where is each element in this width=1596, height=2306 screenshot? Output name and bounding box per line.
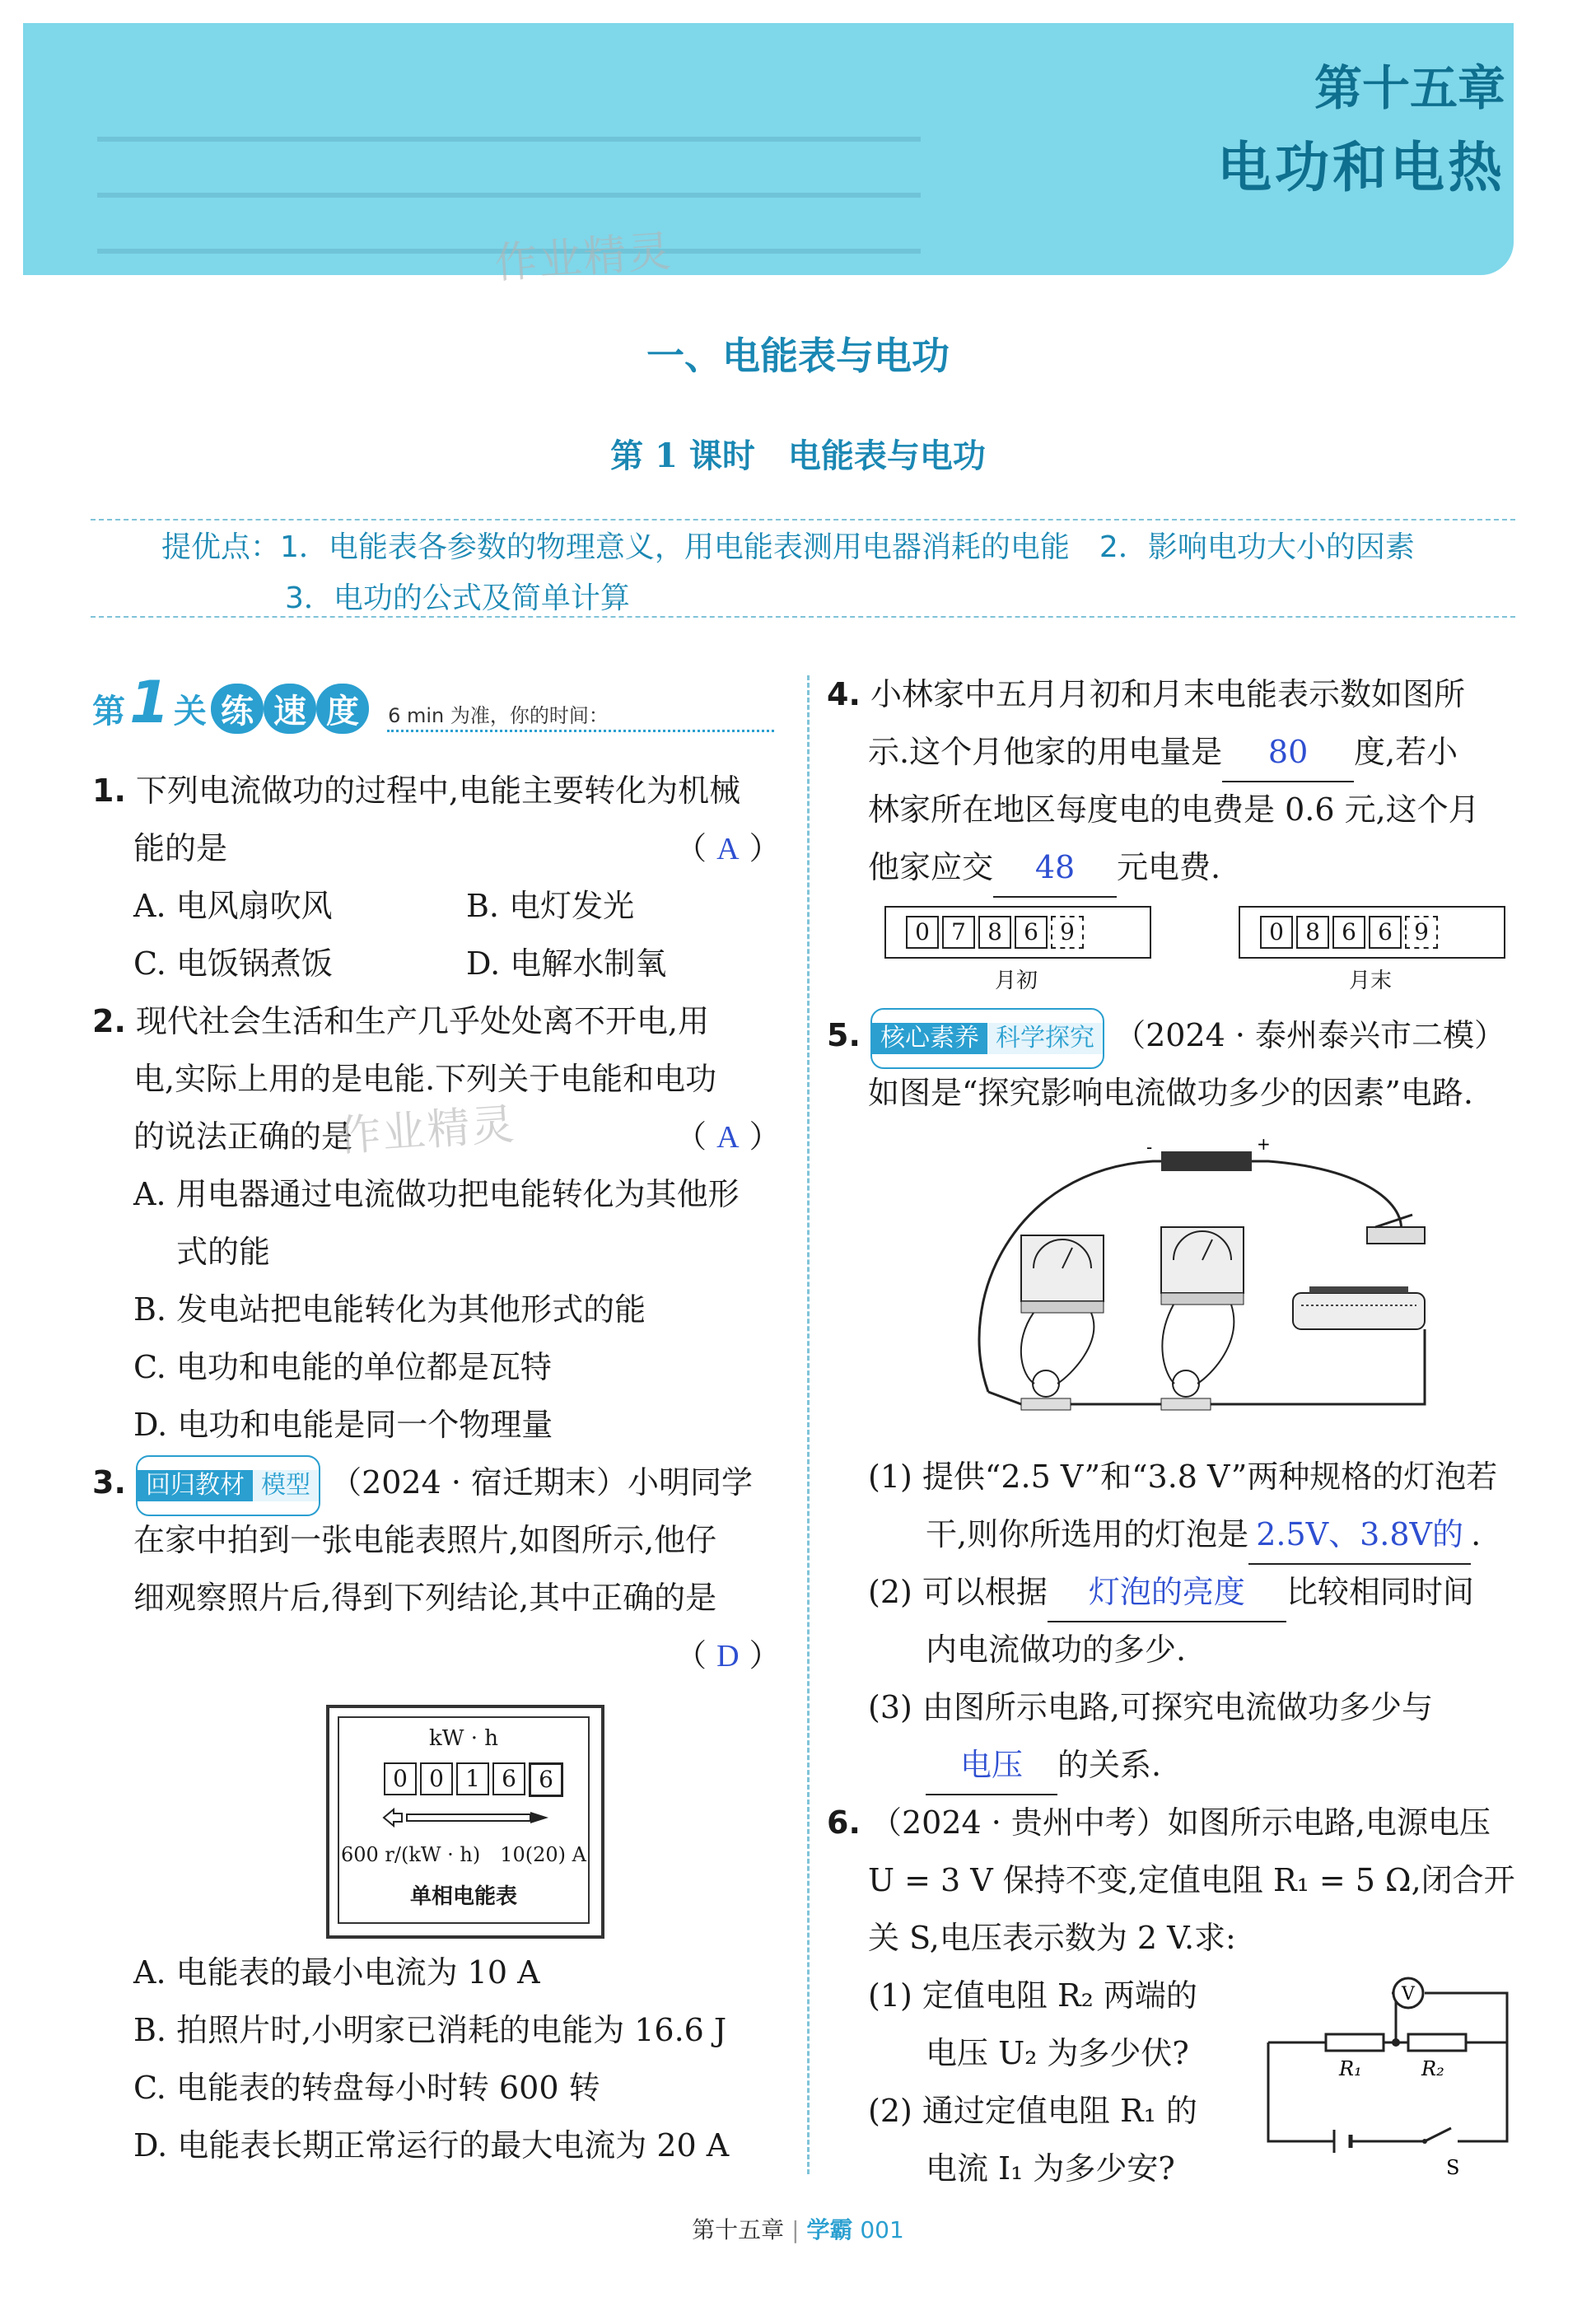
q4-stem-4 [868,838,1220,898]
footer-brand: 学霸 [806,2216,853,2243]
q1-option-b: B. 电灯发光 [466,888,635,924]
q1-answer-value: A [716,832,740,866]
switch-label: S [1446,2156,1460,2179]
q2-option-c: C. 电功和电能的单位都是瓦特 [133,1349,552,1385]
level-prefix: 第 [92,693,125,731]
q5-text: 比较相同时间 [1286,1574,1474,1610]
q5-stem-1 [827,1006,1505,1069]
q6-circuit-figure [1260,1968,1524,2182]
q4-stem-1 [827,665,1465,723]
q1-option-a: A. 电风扇吹风 [133,888,333,924]
meter-digit: 6 [492,1762,525,1795]
meter-digit-decimal: 6 [529,1762,563,1797]
q4-text: 他家应交 [868,849,994,885]
q1-stem-1 [92,762,740,819]
q1-number: 1. [92,773,126,809]
q2-option-a-2: 式的能 [176,1234,271,1270]
level-suffix: 关 [173,693,207,731]
q3-stem-3: 细观察照片后,得到下列结论,其中正确的是 [133,1580,717,1616]
level-number: 1 [129,669,170,736]
q2-stem-1 [92,992,709,1050]
q5-tag-primary: 核心素养 [872,1023,987,1054]
r2-label: R₂ [1421,2057,1444,2080]
svg-text:-: - [1146,1137,1153,1157]
switch-pivot [1422,2139,1427,2144]
meter-digit-decimal: 9 [1051,916,1084,949]
q5-part2-a [868,1563,1474,1622]
q3-option-b: B. 拍照片时,小明家已消耗的电能为 16.6 J [133,2012,727,2048]
chapter-title: 电功和电热 [1217,136,1505,199]
meter-spec: 600 r/(kW · h) 10(20) A [340,1843,587,1866]
circuit-wire [1268,2042,1507,2141]
q3-option-c: C. 电能表的转盘每小时转 600 转 [133,2070,600,2106]
focus-line-2: 3．电功的公式及简单计算 [285,581,630,615]
q1-option-c: C. 电饭锅煮饭 [133,945,333,982]
meter-digits [1260,916,1438,949]
q6-part2-b: 电流 I₁ 为多少安? [926,2150,1175,2187]
meter-digit: 6 [1369,916,1402,949]
lesson-title: 第 1 课时 电能表与电功 [610,436,986,475]
meter-digit: 7 [942,916,975,949]
meter-digit: 0 [384,1762,417,1795]
q1-text: 下列电流做功的过程中,电能主要转化为机械 [135,773,741,809]
q2-option-d: D. 电功和电能是同一个物理量 [133,1407,553,1443]
q6-part1-a: (1) 定值电阻 R₂ 两端的 [868,1977,1197,2014]
q5-tag [870,1008,1104,1069]
meter-digit-decimal: 9 [1405,916,1438,949]
meter-digits [384,1762,563,1797]
meter-digits [906,916,1084,949]
focus-line-1 [161,524,1415,566]
q6-stem-1 [827,1794,1491,1851]
q5-part2-c: 内电流做功的多少. [926,1631,1187,1668]
q2-text: 现代社会生活和生产几乎处处离不开电,用 [135,1003,710,1039]
q5-circuit-figure [964,1137,1458,1441]
q3-stem-1 [92,1454,753,1516]
q5-number: 5. [827,1017,861,1053]
q1-option-d: D. 电解水制氧 [466,945,667,982]
q2-stem-3: 的说法正确的是 [133,1118,353,1155]
meter-digit: 6 [1015,916,1048,949]
q6-stem-3: 关 S,电压表示数为 2 V.求: [868,1920,1236,1956]
q4-text: 元电费. [1117,849,1221,885]
q4-blank-fee: 48 [993,838,1117,898]
q3-tag-primary: 回归教材 [138,1470,253,1501]
battery-icon [1146,1137,1271,1171]
meter-unit: kW · h [428,1726,499,1751]
rheostat-icon [1293,1286,1425,1329]
q6-text: （2024 · 贵州中考）如图所示电路,电源电压 [870,1804,1491,1841]
q2-answer-value: A [716,1120,740,1155]
q4-text: 小林家中五月月初和月末电能表示数如图所 [870,676,1465,712]
q2-answer: （ A ） [675,1118,781,1155]
q4-start-label: 月初 [994,969,1038,993]
q5-text: 干,则你所选用的灯泡是 [926,1516,1249,1552]
watermark: 作业精灵 [336,1099,518,1162]
q4-text: 示.这个月他家的用电量是 [868,734,1223,770]
q4-blank-usage: 80 [1222,723,1354,782]
q5-part3-a: (3) 由图所示电路,可探究电流做功多少与 [868,1689,1433,1725]
q5-text: 的关系. [1057,1747,1162,1783]
r1-label: R₁ [1339,2057,1362,2080]
section-title: 一、电能表与电功 [646,334,950,378]
level-badge-char: 练 [211,684,264,734]
q2-option-b: B. 发电站把电能转化为其他形式的能 [133,1291,646,1328]
voltmeter-label: V [1402,1984,1415,2005]
meter-digit: 1 [456,1762,489,1795]
lamp-1-icon [1021,1370,1071,1410]
q4-stem-2 [868,723,1458,782]
q6-number: 6. [827,1804,861,1841]
resistor-r2-icon [1408,2034,1466,2051]
meter-face [338,1716,590,1924]
q5-source: （2024 · 泰州泰兴市二模） [1114,1017,1506,1053]
svg-text:+: + [1257,1137,1271,1154]
q5-blank-brightness: 灯泡的亮度 [1048,1563,1286,1622]
q3-option-d: D. 电能表长期正常运行的最大电流为 20 A [133,2127,730,2164]
q2-option-a-1: A. 用电器通过电流做功把电能转化为其他形 [133,1176,740,1212]
level-timer: 6 min 为准，你的时间： [388,704,609,727]
q5-part1-a: (1) 提供“2.5 V”和“3.8 V”两种规格的灯泡若 [868,1459,1498,1495]
meter-digit: 0 [420,1762,453,1795]
q3-tag-secondary: 模型 [253,1470,319,1501]
meter-digit: 8 [1296,916,1329,949]
level-header [92,669,609,736]
q3-answer: （ D ） [675,1637,781,1673]
q2-stem-2: 电,实际上用的是电能.下列关于电能和电功 [133,1061,717,1097]
meter-disk-arrow-icon [380,1805,553,1830]
q3-source: （2024 · 宿迁期末）小明同学 [330,1464,754,1501]
focus-label: 提优点： [161,530,281,564]
switch-icon [1425,2128,1451,2141]
voltmeter-1-icon [1021,1235,1104,1313]
q4-meter-end [1239,906,1505,959]
q3-meter-figure [326,1705,604,1939]
q3-tag [136,1455,320,1516]
q6-stem-2: U = 3 V 保持不变,定值电阻 R₁ = 5 Ω,闭合开 [868,1862,1515,1898]
q4-number: 4. [827,676,861,712]
timer-line [387,730,774,732]
meter-digit: 8 [978,916,1011,949]
q5-part3-b [926,1736,1161,1795]
chapter-number: 第十五章 [1314,60,1505,116]
meter-digit: 0 [1260,916,1293,949]
q5-blank-bulbs: 2.5V、3.8V的 [1248,1505,1471,1565]
focus-points-box [91,519,1515,618]
meter-name: 单相电能表 [409,1884,517,1909]
q3-number: 3. [92,1464,126,1501]
level-badge-char: 度 [316,684,369,734]
q5-stem-2: 如图是“探究影响电流做功多少的因素”电路. [868,1075,1473,1111]
q4-meter-start [884,906,1151,959]
q3-stem-2: 在家中拍到一张电能表照片,如图所示,他仔 [133,1522,717,1558]
q5-part1-b [926,1505,1481,1565]
page-footer: 第十五章 | 学霸 001 [692,2216,904,2243]
q3-answer-value: D [716,1639,740,1673]
q4-stem-3: 林家所在地区每度电的电费是 0.6 元,这个月 [868,791,1480,828]
q3-option-a: A. 电能表的最小电流为 10 A [133,1954,540,1991]
q2-number: 2. [92,1003,126,1039]
column-divider [807,675,810,2174]
q6-part2-a: (2) 通过定值电阻 R₁ 的 [868,2093,1197,2129]
meter-digit: 6 [1332,916,1365,949]
q5-text: (2) 可以根据 [868,1574,1048,1610]
footer-chapter: 第十五章 [692,2216,785,2243]
resistor-r1-icon [1326,2034,1384,2051]
q4-text: 度,若小 [1354,734,1458,770]
q5-blank-voltage: 电压 [926,1736,1057,1795]
q5-tag-secondary: 科学探究 [987,1023,1103,1054]
q4-end-label: 月末 [1348,969,1392,993]
switch-icon [1367,1215,1425,1244]
q1-stem-2: 能的是 [133,830,228,866]
q1-answer: （ A ） [675,830,781,866]
level-badge-char: 速 [264,684,316,734]
footer-page-number: 001 [860,2216,904,2243]
watermark: 作业精灵 [492,226,674,289]
focus-text-1: 1．电能表各参数的物理意义，用电能表测用电器消耗的电能 2．影响电功大小的因素 [280,530,1415,564]
meter-digit: 0 [906,916,939,949]
q6-part1-b: 电压 U₂ 为多少伏? [926,2035,1189,2071]
q5-text: . [1471,1516,1482,1552]
voltmeter-2-icon [1161,1227,1244,1305]
